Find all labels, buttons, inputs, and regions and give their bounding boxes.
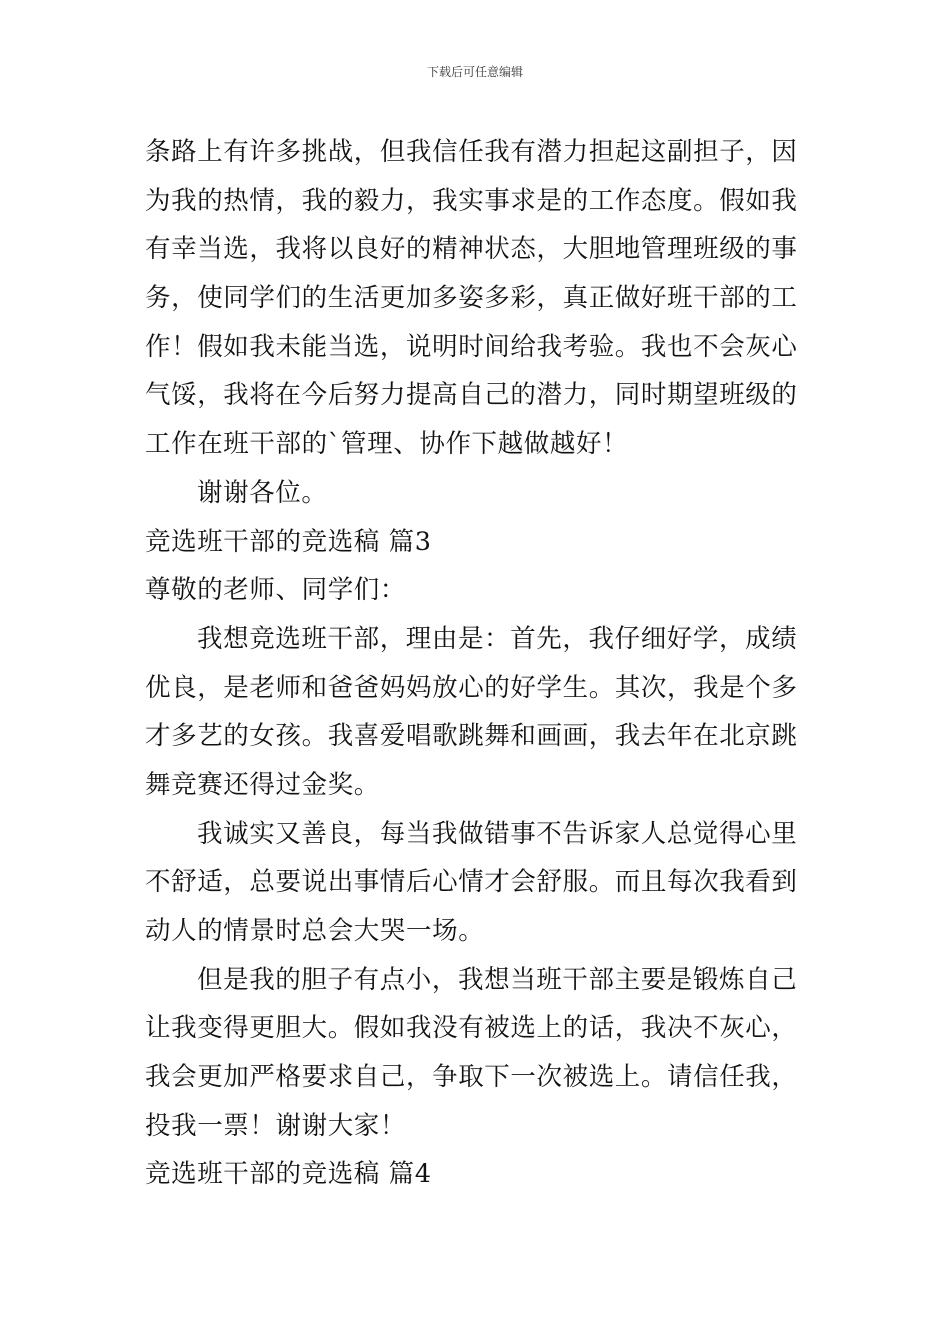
section-title: 竞选班干部的竞选稿 篇4 bbox=[145, 1159, 432, 1190]
text-line: 务，使同学们的生活更加多姿多彩，真正做好班干部的工 bbox=[145, 283, 798, 314]
text-line: 不舒适，总要说出事情后心情才会舒服。而且每次我看到 bbox=[145, 867, 798, 898]
text-line: 我会更加严格要求自己，争取下一次被选上。请信任我， bbox=[145, 1062, 798, 1093]
text-line: 优良，是老师和爸爸妈妈放心的好学生。其次，我是个多 bbox=[145, 672, 798, 703]
text-line: 投我一票！谢谢大家！ bbox=[145, 1110, 407, 1141]
document-body bbox=[145, 128, 810, 1199]
section-title: 竞选班干部的竞选稿 篇3 bbox=[145, 526, 432, 557]
text-line: 让我变得更胆大。假如我没有被选上的话，我决不灰心， bbox=[145, 1013, 798, 1044]
text-line: 工作在班干部的`管理、协作下越做越好！ bbox=[145, 429, 629, 460]
text-line: 条路上有许多挑战，但我信任我有潜力担起这副担子，因 bbox=[145, 137, 798, 167]
text-line: 我想竞选班干部，理由是：首先，我仔细好学，成绩 bbox=[197, 623, 798, 654]
text-line: 谢谢各位。 bbox=[197, 477, 328, 508]
text-line: 我诚实又善良，每当我做错事不告诉家人总觉得心里 bbox=[197, 818, 798, 849]
text-line: 舞竞赛还得过金奖。 bbox=[145, 769, 380, 800]
text-line: 作！假如我未能当选，说明时间给我考验。我也不会灰心 bbox=[145, 331, 798, 362]
salutation: 尊敬的老师、同学们： bbox=[145, 575, 407, 606]
text-line: 但是我的胆子有点小，我想当班干部主要是锻炼自己 bbox=[197, 964, 798, 995]
page-header: 下载后可任意编辑 bbox=[426, 65, 523, 79]
text-line: 为我的热情，我的毅力，我实事求是的工作态度。假如我 bbox=[145, 185, 798, 216]
text-line: 有幸当选，我将以良好的精神状态，大胆地管理班级的事 bbox=[145, 234, 798, 265]
text-line: 气馁，我将在今后努力提高自己的潜力，同时期望班级的 bbox=[145, 380, 798, 411]
text-line: 才多艺的女孩。我喜爱唱歌跳舞和画画，我去年在北京跳 bbox=[145, 721, 798, 752]
text-line: 动人的情景时总会大哭一场。 bbox=[145, 916, 485, 946]
